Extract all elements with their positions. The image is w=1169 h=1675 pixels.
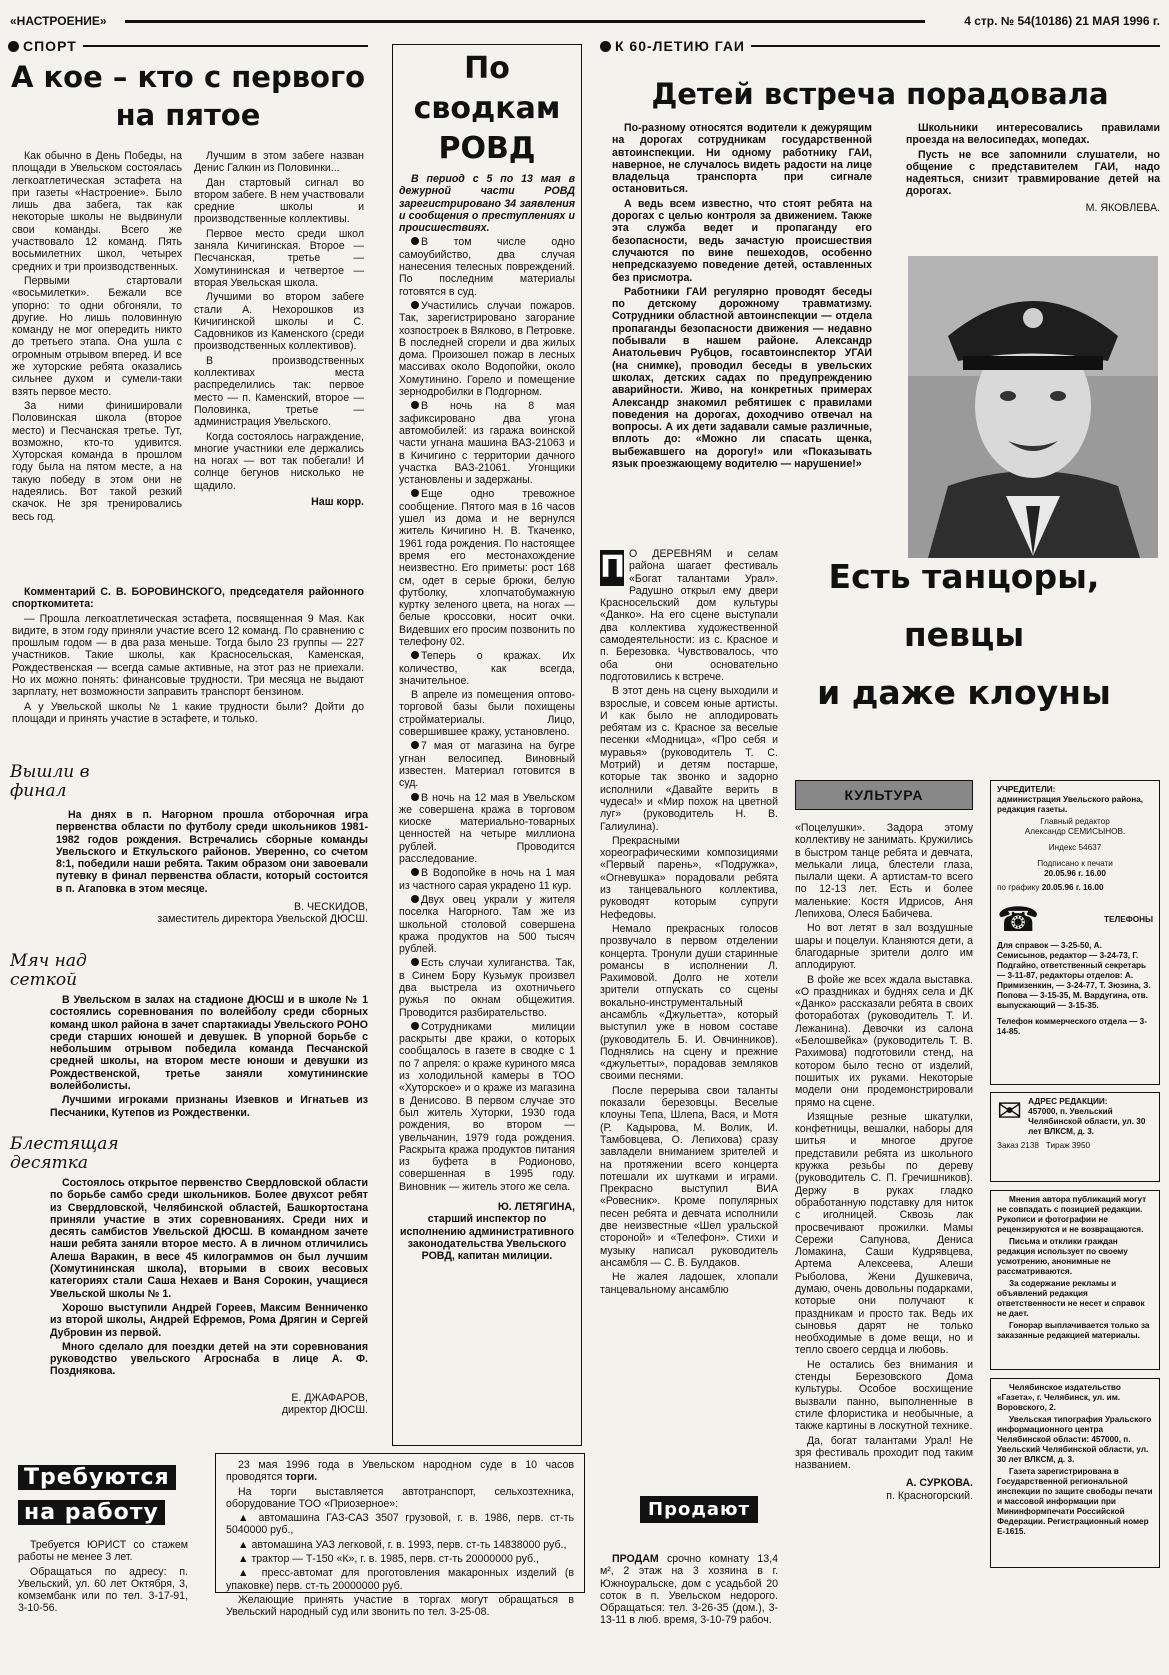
rovd-item: В ночь на 12 мая в Увельском же совершена кража в торговом киоске материально-товарных ценностей на четыре миллиона рублей. Проводится расследование. [399,791,575,866]
paragraph: Челябинское издательство «Газета», г. Челябинск, ул. им. Воровского, 2. [997,1383,1121,1412]
rovd-item: В Водопойке в ночь на 1 мая из частного сарая украдено 11 кур. [399,867,575,892]
editor-title: Главный редактор [1040,817,1110,826]
sport-col2 [194,150,364,508]
triangle-icon: ▲ [238,1512,259,1525]
final-sig2: заместитель директора Увельской ДЮСШ. [157,913,368,926]
paragraph: Много сделало для поездки детей на эти соревнования руководство увельского Агроснаба в лице А. Ф. Позднякова. [50,1340,368,1378]
jobs-banner-line2: на работу [18,1500,165,1525]
paper-name: «НАСТРОЕНИЕ» [10,14,107,28]
sambo-sig1: Е. ДЖАФАРОВ, [291,1391,368,1404]
paragraph: Не жалея ладошек, хлопали танцевальному ансамблю [600,1271,778,1296]
auction-item: ▲ автомашина ГАЗ-САЗ 3507 грузовой, г. в. 1986, перв. ст-ть 5040000 руб., [226,1512,574,1537]
sale-ad [600,1496,778,1629]
page-header [10,10,1160,34]
printer-box [990,1378,1160,1568]
inspector-photo [908,256,1158,558]
paragraph: Лучшими во втором забеге стали А. Нехорошков из Кичигинской школы и С. Садовников из Каменского (среди производственных коллективов). [194,291,364,353]
bullet-icon [411,958,419,966]
paragraph: Первыми стартовали «восьмилетки». Бежали все упорно: то одни обгоняли, то другие. Но лишь половинную команду не мог опередить никто до третьего этапа. Она ушла с огромным отрывом вперед. И все же хуторские ребята оказались сильнее духом и сумели-таки взять первое место. [12,274,182,398]
sambo-title: Блестящая десятка [10,1134,119,1173]
founders: администрация Увельского района, редакция газеты. [997,795,1144,814]
gai-col1 [612,122,872,472]
paragraph: «Поцелушки». Задора этому коллективу не занимать. Кружились в быстром танце ребята и девчата, мелькали лица, блестели глаза, пылали щеки. А артистам-то всего по 12-13 лет. Есть и более маленькие: Костя Идрисов, Аня Лепихова, Олеся Бабичева. [795,822,973,921]
envelope-icon: ✉ [997,1095,1023,1128]
final-sig1: В. ЧЕСКИДОВ, [294,901,368,914]
masthead-box [990,780,1160,1085]
rovd-item: Еще одно тревожное сообщение. Пятого мая в 16 часов ушел из дома и не вернулся житель Кичигино Н. В. Ткаченко, 1961 года рождения. По настоящее время его местонахождение неизвестно. Его приметы: рост 168 см, одет в серые брюки, белую футболку, хлопчатобумажную куртку зеленого цвета, на ногах — белые кроссовки, носит очки. Видевших его просим позвонить по телефону 02. [399,488,575,648]
signature: М. ЯКОВЛЕВА. [1085,201,1160,214]
paragraph: Пусть не все запомнили слушатели, но общение с представителем ГАИ, надо надеяться, снизит травмирование детей на дорогах. [906,148,1160,198]
index: Индекс 54637 [1048,843,1102,852]
dance-headline [768,548,1160,722]
rovd-intro: В период с 5 по 13 мая в дежурной части РОВД зарегистрировано 34 заявления и сообщения о преступлениях и происшествиях. [399,173,575,235]
jobs-banner-line1: Требуются [18,1465,176,1490]
rovd-item: В апреле из помещения оптово-торговой базы были похищены стройматериалы. Лицо, совершившее кражу, установлено. [399,689,575,739]
bullet-icon [411,489,419,497]
dance-sig2: п. Красногорский. [886,1489,973,1502]
auction-lead: На торги выставляется автотранспорт, сельхозтехника, оборудование ТОО «Приозерное»: [226,1485,574,1510]
paragraph: Требуется ЮРИСТ со стажем работы не менее 3 лет. [18,1539,188,1564]
bullet-icon [411,1022,419,1030]
disclaimer-box [990,1190,1160,1370]
gai-label [600,38,1160,54]
gai-label-text: К 60-ЛЕТИЮ ГАИ [615,38,745,54]
sport-label-text: СПОРТ [23,38,77,54]
bullet-icon [411,401,419,409]
paragraph: В фойе же всех ждала выставка. «О праздниках и буднях села и ДК «Данко» рассказали ребята в своих фотоработах (руководитель Т. И. Лежанина). Девочки из салона «Белошвейка» (руководитель Т. В. Рахимова) подготовили стенд, на котором было тесно от изделий, пошитых их руками. Некоторые модели они продемонстрировали прямо на сцене. [795,973,973,1109]
paragraph: — Прошла легкоатлетическая эстафета, посвященная 9 Мая. Как видите, в этом году приняли участие всего 12 команд. По сравнению с прошлым годом — в два раза меньше. Тогда было 23 группы — 227 участников. Такие школы, как Красносельская, Каменская, Рождественская — всегда самые активные, на этот раз не приехали. Но их можно понять: финансовые трудности. Три месяца не выдают зарплату, нет возможности заправить транспорт бензином. [12,612,364,699]
ball-title: Мяч над сеткой [10,951,87,990]
auction-intro: 23 мая 1996 года в Увельском народном суде в 10 часов проводятся торги. [226,1459,574,1484]
ball-article [10,952,368,1121]
paragraph: Когда состоялось награждение, многие участники еле держались на ногах — вот так побегали! И солнце бегунов нисколько не щадило. [194,430,364,492]
final-title: Вышли в финал [10,762,90,801]
bullet-icon [411,895,419,903]
rovd-title-line1: По сводкам [413,51,561,126]
paragraph: Изящные резные шкатулки, конфетницы, вешалки, наборы для шитья и многое другое представили ребята из школьного кружка резьбы по дереву (руководитель С. П. Гречишников). Держу в руках гладко обработанную подставку для ниток с иголницей. Сквозь лак просвечивают прожилки. Мамы Сережи Сапунова, Дениса Ломакина, Саши Кудрявцева, Артема Алексеева, Алеши Рыболова, Жени Душкевича, думаю, очень довольны подарками, которые они получают к праздникам и просто так. Ведь их сыновья дарят не только необходимые в доме вещи, но и тепло своего сердца и любовь. [795,1110,973,1357]
sale-label: Продают [640,1496,758,1523]
dance-line1: Есть танцоры, [828,557,1100,596]
bullet-icon [411,301,419,309]
jobs-text [18,1539,188,1615]
rovd-item: Двух овец украли у жителя поселка Нагорного. Там же из школьной столовой совершена кража продуктов на 500 тысяч рублей. [399,893,575,956]
dance-col1 [600,548,778,1298]
phone-icon: ☎ [997,901,1040,939]
commercial-phone: Телефон коммерческого отдела — 3-14-85. [997,1017,1147,1036]
dance-col2 [795,822,973,1502]
final-text [10,809,368,895]
paragraph: Состоялось открытое первенство Свердловской области по борьбе самбо среди школьников. Более двухсот ребят из Свердловской, Челябинской областей, Башкортостана приняли участие в этих соревнованиях. Среди них и десять самбистов Увельской ДЮСШ. В командном зачете наши ребята заняли второе место. А в личном отличились Алеша Варакин, в весе 45 килограммов он был лучшим (Хомутининская школа), вторыми в своих весовых категориях стали Саша Нехаев и Ваня Сорокин, учащиеся Увельской школы № 1. [50,1177,368,1300]
paragraph: Дан стартовый сигнал во втором забеге. В нем участвовали средние школы и производственные коллективы. [194,176,364,226]
paragraph: В производственных коллективах места распределились так: первое место — п. Каменский, второе — Половинка, третье — администрация Увельского. [194,354,364,429]
paragraph: Прекрасными хореографическими композициями «Первый парень», «Подружка», «Огневушка» порадовали ребята из танцевального коллектива, руководят которым супруги Нефедовы. [600,834,778,921]
order-row: Заказ 2138 Тираж 3950 [997,1141,1091,1150]
auction-item: ▲ трактор — Т-150 «К», г. в. 1985, перв. ст-ть 20000000 руб., [238,1553,539,1566]
sambo-article [10,1135,368,1416]
paragraph: Первое место среди школ заняла Кичигинская. Второе — Песчанская, третье — Хомутининская и четвертое — вторая Увельская школа. [194,227,364,289]
paragraph: Школьники интересовались правилами проезда на велосипедах, мопедах. [906,122,1160,147]
auction-outro: Желающие принять участие в торгах могут обращаться в Увельский народный суд или звонить по тел. 3-25-08. [226,1593,574,1619]
sport-label [8,38,368,54]
auction-item: ▲ автомашина УАЗ легковой, г. в. 1993, перв. ст-ть 14838000 руб., [238,1538,567,1551]
gai-section [600,38,1160,538]
label-rule [751,45,1160,47]
label-rule [83,45,368,47]
rovd-item: Есть случаи хулиганства. Так, в Синем Бору Кузьмук произвел два выстрела из охотничьего ружья по окнам общежития. Проводится разбирательство. [399,957,575,1019]
address-box [990,1092,1160,1182]
paragraph: А ведь всем известно, что стоят ребята на дорогах с целью контроля за движением. Также эта служба ведет и пропаганду его безопасности, ведь зачастую происшествия случаются по вине пешеходов, особенно непредсказуемо поведение детей, оставленных без присмотра. [612,197,872,284]
paragraph: Не остались без внимания и стенды Березовского Дома культуры. Особое восхищение вызвали панно, выполненные в стиле флористика и необычные, а также картины в лоскутной технике. [795,1358,973,1433]
paragraph: Мнения автора публикаций могут не совпадать с позицией редакции. Рукописи и фотографии не рецензируются и не возвращаются. [997,1195,1147,1234]
rovd-item: Сотрудниками милиции раскрыты две кражи, о которых сообщалось в газете в сводке с 1 по 7 апреля: о краже куриного мяса из холодильной камеры в ТОО «Хуторское» и о краже из магазина в Денисово. В первом случае это был житель Хуторки, 1930 года рождения, во втором — увельчанин, 1979 года рождения. Раскрыта кража продуктов питания из буфета в Родионово, совершенная в 1995 году. Виновник — житель этого же села. [399,1020,575,1193]
auction-item: ▲ пресс-автомат для проготовления макаронных изделий (в упаковке) перв. ст-ть 20000000 руб. [226,1567,574,1592]
paragraph: ПРОДАМ срочно комнату 13,4 м², 2 этаж на 3 хозяина в г. Южноуральске, дом с усадьбой 20 соток в п. Увельском недорого. Обращаться: тел. 3-26-35 (дом.), 3-13-11 в люб. время, 3-10-79 рабоч. [600,1553,778,1627]
comment-head: Комментарий С. В. БОРОВИНСКОГО, председателя районного спорткомитета: [12,586,364,611]
paragraph: За содержание рекламы и объявлений редакция ответственности не несет и справок не дает. [997,1279,1145,1318]
dropcap-letter: П [600,550,626,585]
gai-col2 [906,122,1160,214]
rovd-item: Теперь о кражах. Их количество, как всегда, значительное. [399,650,575,687]
paragraph: Работники ГАИ регулярно проводят беседы по детскому дорожному травматизму. Сотрудники областной автоинспекции — отдела пропаганды безопасности движения — недавно побывали в нашем районе. Александр Анатольевич Рубцов, госавтоинспектор УГАИ (на снимке), проводил беседы в увельских школах, детских садах по предупреждению аварийности. Живо, на конкретных примерах Александр знакомил ребятишек с правилами поведения на дорогах, доходчиво отвечал на вопросы. А их дети задавали самые различные, вплоть до: «Можно ли спасать щенка, выбежавшего на дорогу!» или «Показывать язык проезжающему водителю — нарушение!» [612,285,872,471]
bullet-icon [411,868,419,876]
paragraph: Да, богат талантами Урал! Не зря фестиваль проходит под таким названием. [795,1434,973,1472]
header-rule [125,20,925,23]
paragraph: Немало прекрасных голосов прозвучало в первом отделении концерта. Тронули души старинные романсы в исполнении Л. Рахимовой. Долго не хотели зрители отпускать со сцены вокально-инструментальный ансамбль «Джульетта», который выступил уже в новом составе (руководитель Б. И. Овчинников). Поднялись на сцену и прежние «джульетты», порадовав земляков своими песнями. [600,922,778,1083]
auction-box [215,1453,585,1619]
signature: Наш корр. [311,496,364,509]
triangle-icon: ▲ [238,1567,262,1580]
sport-comment [12,586,364,727]
paragraph: В этот день на сцену выходили и взрослые, и совсем юные артисты. И как было не аплодировать ребятам из с. Красное за веселые песенки «Модница», «Про себя и муравья» (руководитель Т. С. Мотрий) и детям постарше, которые так звонко и задорно исполнили «Давайте верить в чудеса!» и «Мир похож на цветной луг» (руководитель Н. В. Галиулина). [600,685,778,833]
bullet-icon [411,741,419,749]
bullet-icon [411,793,419,801]
rovd-title [399,49,575,169]
paragraph: О ДЕРЕВНЯМ и селам района шагает фестиваль «Богат талантами Урал». Радушно открыл ему двери Красносельский дом культуры «Данко». На его сцене выступали два коллектива художественной самодеятельности: из с. Красное и п. Березовка. Чувствовалось, что оба они основательно подготовились к встрече. [600,548,778,683]
sambo-sig2: директор ДЮСШ. [281,1403,368,1416]
dance-line3: и даже клоуны [817,673,1111,712]
sport-title [8,58,368,134]
founders-head: УЧРЕДИТЕЛИ: [997,785,1056,794]
dropcap [600,550,624,586]
dance-sig1: А. СУРКОВА. [905,1477,973,1490]
rovd-text [399,173,575,1263]
bullet-icon [8,41,19,52]
rovd-sig2: старший инспектор по исполнению административного законодательства Увельского РОВД, капитан милиции. [399,1213,575,1263]
phones: Для справок — 3-25-50, А. Семисынов, редактор — 3-24-73, Г. Подгайно, ответственный секретарь — 3-11-87, редакторы отделов: А. Примизенкин, — 3-24-77, Т. Зюзина, З. Попова — 3-15-35, М. Вардугина, отв. выпускающий — 3-15-35. [997,941,1151,1010]
bullet-icon [600,41,611,52]
dance-line2: певцы [903,615,1025,654]
paragraph: Обращаться по адресу: п. Увельский, ул. 60 лет Октября, 3, комзембанк или по тел. 3-17-91, 3-10-56. [18,1565,188,1615]
editor-name: Александр СЕМИСЫНОВ. [1024,827,1126,836]
sport-title-line2: на пятое [115,98,261,132]
rovd-item: В том числе одно самоубийство, два случая нанесения телесных повреждений. По последним материалы готовятся в суд. [399,236,575,298]
triangle-icon: ▲ [238,1553,252,1566]
paragraph: В Увельском в залах на стадионе ДЮСШ и в школе № 1 состоялись соревнования по волейболу среди сборных команд школ района в зачет спартакиады Увельского РОНО среди старших юношей и девушек. В упорной борьбе с небольшим отрывом победила команда Песчанской средней школы, на втором месте юноши и девушки из Рождественской, третье заняли хомутининские волейболисты. [50,994,368,1093]
ball-text [10,994,368,1119]
sport-title-line1: А кое – кто с первого [10,60,366,94]
sale-text [600,1553,778,1627]
sport-col1 [12,150,182,525]
gai-title: Детей встреча порадовала [651,77,1109,111]
paragraph: А у Увельской школы № 1 какие трудности были? Дойти до площади и принять участие в эстафете, и только. [12,700,364,725]
bullet-icon [411,237,419,245]
culture-label-text: КУЛЬТУРА [844,787,924,803]
bullet-icon [411,651,419,659]
sport-section [8,38,368,738]
sambo-text [10,1177,368,1378]
graphic-row: по графику 20.05.96 г. 16.00 [997,883,1104,892]
culture-label [795,780,973,810]
paragraph: На днях в п. Нагорном прошла отборочная игра первенства области по футболу среди школьников 1981-1982 годов рождения. Встречались сборные команды Увельского и Еткульского районов. Уверенно, со счетом 8:1, победили наши ребята. Таким образом они завоевали путевку в финал первенства области, который состоится в п. Агаповка в этом месяце. [56,809,368,895]
address: 457000, п. Увельский Челябинской области, ул. 30 лет ВЛКСМ, д. 3. [1028,1107,1146,1136]
rovd-item: Участились случаи пожаров. Так, зарегистрировано загорание хозпостроек в Вялково, в Петровке. В последней сгорели и два жилых дома. Произошел пожар в лесных массивах около Водопойки, около Хомутинино. Горело и помещение зернодробилки в Подгорном. [399,299,575,399]
paragraph: Как обычно в День Победы, на площади в Увельском состоялась легкоатлетическая эстафета на при газеты «Настроение». Было лишь два забега, так как некоторые школы не выдвинули свои команды. Всего же участвовало 12 команд. Пять восьмилетних школ, четырех средних и три производственных. [12,150,182,273]
rovd-item: В ночь на 8 мая зафиксировано два угона автомобилей: из гаража воинской части угнана машина ВАЗ-21063 и в Кичигино с территории дачного участка ВАЗ-21061. Угонщики установлены и задержаны. [399,400,575,487]
address-row [997,1097,1153,1137]
address-head: АДРЕС РЕДАКЦИИ: [1028,1097,1108,1106]
final-article [10,763,368,925]
paragraph: После перерыва свои таланты показали березовцы. Веселые клоуны Тепа, Шлепа, Вася, и Мотя (Р. Кадырова, М. Волик, И. Тамбовцева, О. Лепихова) сразу завладели вниманием зрителей и на протяжении всего концерта потешали их шутками и играми. Прекрасно выступил ВИА «Ровесник». Кроме популярных песен ребята и девчата исполнили две неизвестные «Шел уральской стороной» и «Телефон». Стихи и музыку написал руководитель ансамбля — С. В. Булдаков. [600,1084,778,1269]
sign-date: 20.05.96 г. 16.00 [1044,869,1106,878]
jobs-ad [18,1465,188,1617]
paragraph: Хорошо выступили Андрей Гореев, Максим Венниченко из второй школы, Андрей Ефремов, Рома Дрягин и Сергей Дубровин из первой. [50,1301,368,1339]
triangle-icon: ▲ [238,1538,252,1551]
paragraph: За ними финишировали Половинская школа (второе место) и Песчанская третье. Тут, возможно, кто-то удивится. Хуторская команда в прошлом году была на пятом месте, а на такую победу в этом они не надеялись. Вот такой резкий скачок. Не зря тренировались весь год. [12,399,182,523]
inspector-photo-image [908,256,1158,558]
paragraph: Газета зарегистрирована в Государственной региональной инспекции по защите свободы печати и массовой информации при Мининформпечати Российской Федерации. Регистрационный номер Е-1615. [997,1467,1153,1536]
phones-row [997,903,1153,937]
issue-info: 4 стр. № 54(10186) 21 МАЯ 1996 г. [964,14,1160,28]
paragraph: Но вот летят в зал воздушные шары и поцелуи. Кланяются дети, а благодарные зрители долго им аплодируют. [795,922,973,972]
rovd-box [392,44,582,1446]
paragraph: По-разному относятся водители к дежурящим на дорогах сотрудникам государственной автоинспекции. Ни одному работнику ГАИ, наверное, не случалось видеть радости на лице владельца транспорта при сигнале остановиться. [612,122,872,196]
phones-head: ТЕЛЕФОНЫ [1104,915,1153,924]
paragraph: Лучшим в этом забеге назван Денис Галкин из Половинки... [194,150,364,175]
rovd-sig1: Ю. ЛЕТЯГИНА, [497,1201,575,1214]
sign-label: Подписано к печати [1037,859,1113,868]
paragraph: Увельская типография Уральского информационного центра Челябинской области: 457000, п. Увельский Челябинской области, ул. 30 лет ВЛКСМ, д. 3. [997,1415,1152,1464]
rovd-item: 7 мая от магазина на бугре угнан велосипед. Виновный известен. Материал готовится в суд. [399,740,575,790]
paragraph: Лучшими игроками признаны Изевков и Игнатьев из Песчаники, Кутепов из Рождественки. [50,1094,368,1119]
paragraph: Письма и отклики граждан редакция использует по своему усмотрению, анонимные не рассматриваются. [997,1237,1128,1276]
paragraph: Гонорар выплачивается только за заказанные редакцией материалы. [997,1321,1150,1340]
rovd-title-line2: РОВД [438,131,536,166]
